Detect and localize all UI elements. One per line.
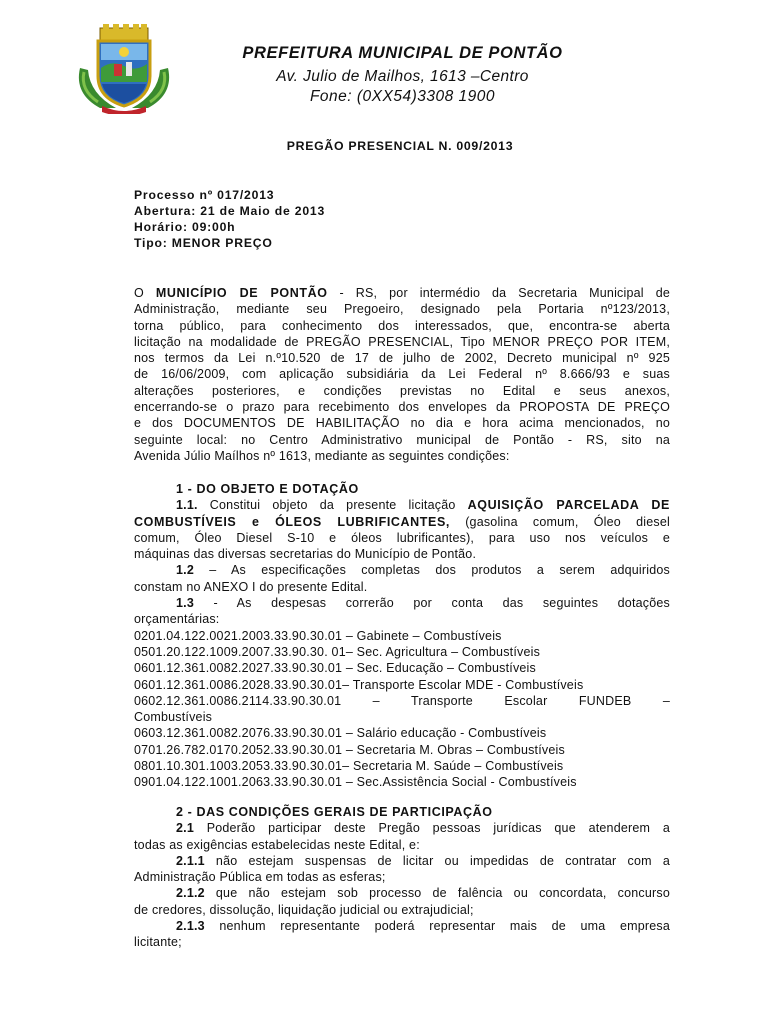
clause-2-1-3-line: licitante; bbox=[134, 935, 182, 950]
clause-2-1: 2.1 Poderão participar deste Pregão pessoas jurídicas que atenderem a bbox=[176, 821, 670, 836]
section-heading: 1 - DO OBJETO E DOTAÇÃO bbox=[176, 482, 359, 496]
dotacao-line: 0602.12.361.0086.2114.33.90.30.01 – Transporte Escolar FUNDEB – bbox=[134, 693, 670, 708]
header-title: PREFEITURA MUNICIPAL DE PONTÃO bbox=[242, 44, 563, 62]
municipal-coat-of-arms bbox=[72, 24, 176, 114]
clause-1-1-line: COMBUSTÍVEIS e ÓLEOS LUBRIFICANTES, (gasolina comum, Óleo diesel bbox=[134, 514, 671, 529]
abertura-date: Abertura: 21 de Maio de 2013 bbox=[134, 204, 326, 218]
dotacao-line: Combustíveis bbox=[134, 710, 213, 725]
intro-line: seguinte local: no Centro Administrativo municipal de Pontão - RS, sito na bbox=[134, 432, 670, 447]
municipio-name: MUNICÍPIO DE PONTÃO bbox=[155, 286, 328, 300]
intro-line: nos termos da Lei n.º10.520 de 17 de julho de 2002, Decreto municipal nº 925 bbox=[134, 351, 670, 366]
intro-line: alterações posteriores, e condições previstas no Edital e seus anexos, bbox=[134, 383, 670, 398]
clause-2-1-2: 2.1.2 que não estejam sob processo de falência ou concordata, concurso bbox=[176, 886, 670, 901]
clause-1-2: 1.2 – As especificações completas dos produtos a serem adquiridos bbox=[176, 563, 670, 578]
clause-1-1-line: comum, Óleo Diesel S-10 e óleos lubrificantes), para uso nos veículos e bbox=[134, 530, 670, 545]
intro-line: de 16/06/2009, com aplicação subsidiária da Lei Federal nº 8.666/93 e suas bbox=[134, 367, 670, 382]
clause-2-1-1: 2.1.1 não estejam suspensas de licitar ou impedidas de contratar com a bbox=[176, 853, 670, 868]
intro-line: O MUNICÍPIO DE PONTÃO - RS, por intermédio da Secretaria Municipal de bbox=[134, 286, 671, 300]
header-phone: Fone: (0XX54)3308 1900 bbox=[309, 88, 496, 105]
section-objeto bbox=[134, 481, 670, 791]
intro-line: Avenida Júlio Maílhos nº 1613, mediante as seguintes condições: bbox=[134, 448, 510, 463]
dotacao-line: 0801.10.301.1003.2053.33.90.30.01– Secretaria M. Saúde – Combustíveis bbox=[134, 759, 564, 774]
processo-number: Processo nº 017/2013 bbox=[134, 188, 275, 202]
dotacao-line: 0601.12.361.0082.2027.33.90.30.01 – Sec. Educação – Combustíveis bbox=[134, 661, 536, 676]
clause-2-1-1-line: Administração Pública em todas as esferas; bbox=[134, 870, 386, 885]
intro-line: e dos DOCUMENTOS DE HABILITAÇÃO no dia e hora acima mencionados, no bbox=[134, 416, 670, 431]
intro-line: encerrando-se o prazo para recebimento dos envelopes da PROPOSTA DE PREÇO bbox=[134, 400, 670, 415]
dotacao-line: 0603.12.361.0082.2076.33.90.30.01 – Salário educação - Combustíveis bbox=[134, 726, 547, 741]
pregao-title: PREGÃO PRESENCIAL N. 009/2013 bbox=[286, 139, 514, 153]
clause-2-1-3: 2.1.3 nenhum representante poderá representar mais de uma empresa bbox=[176, 919, 670, 934]
header-address: Av. Julio de Mailhos, 1613 –Centro bbox=[276, 68, 529, 85]
tipo: Tipo: MENOR PREÇO bbox=[134, 236, 273, 250]
horario: Horário: 09:00h bbox=[134, 220, 236, 234]
dotacao-line: 0601.12.361.0086.2028.33.90.30.01– Transporte Escolar MDE - Combustíveis bbox=[134, 677, 584, 692]
dotacao-line: 0501.20.122.1009.2007.33.90.30. 01– Sec. Agricultura – Combustíveis bbox=[134, 644, 541, 659]
intro-line: licitação na modalidade de PREGÃO PRESENCIAL, Tipo MENOR PREÇO POR ITEM, bbox=[134, 334, 670, 349]
clause-1-2-line: constam no ANEXO I do presente Edital. bbox=[134, 579, 368, 594]
intro-line: torna público, para conhecimento dos interessados, que, encontra-se aberta bbox=[134, 318, 670, 333]
clause-2-1-2-line: de credores, dissolução, liquidação judicial ou extrajudicial; bbox=[134, 902, 474, 917]
intro-paragraph bbox=[134, 285, 670, 464]
process-meta bbox=[134, 187, 325, 251]
intro-line: Administração, mediante seu Pregoeiro, designado pela Portaria nº123/2013, bbox=[134, 302, 670, 317]
clause-1-1-line: máquinas das diversas secretarias do Município de Pontão. bbox=[134, 547, 477, 562]
dotacao-line: 0201.04.122.0021.2003.33.90.30.01 – Gabinete – Combustíveis bbox=[134, 628, 502, 643]
clause-1-1: 1.1. Constitui objeto da presente licitação AQUISIÇÃO PARCELADA DE bbox=[176, 498, 670, 513]
section-heading: 2 - DAS CONDIÇÕES GERAIS DE PARTICIPAÇÃO bbox=[176, 805, 493, 819]
clause-1-3-line: orçamentárias: bbox=[134, 612, 220, 627]
section-condicoes bbox=[134, 804, 670, 951]
clause-2-1-line: todas as exigências estabelecidas neste Edital, e: bbox=[134, 837, 420, 852]
dotacao-line: 0901.04.122.1001.2063.33.90.30.01 – Sec.Assistência Social - Combustíveis bbox=[134, 775, 577, 790]
clause-1-3: 1.3 - As despesas correrão por conta das seguintes dotações bbox=[176, 596, 670, 611]
dotacao-line: 0701.26.782.0170.2052.33.90.30.01 – Secretaria M. Obras – Combustíveis bbox=[134, 742, 565, 757]
